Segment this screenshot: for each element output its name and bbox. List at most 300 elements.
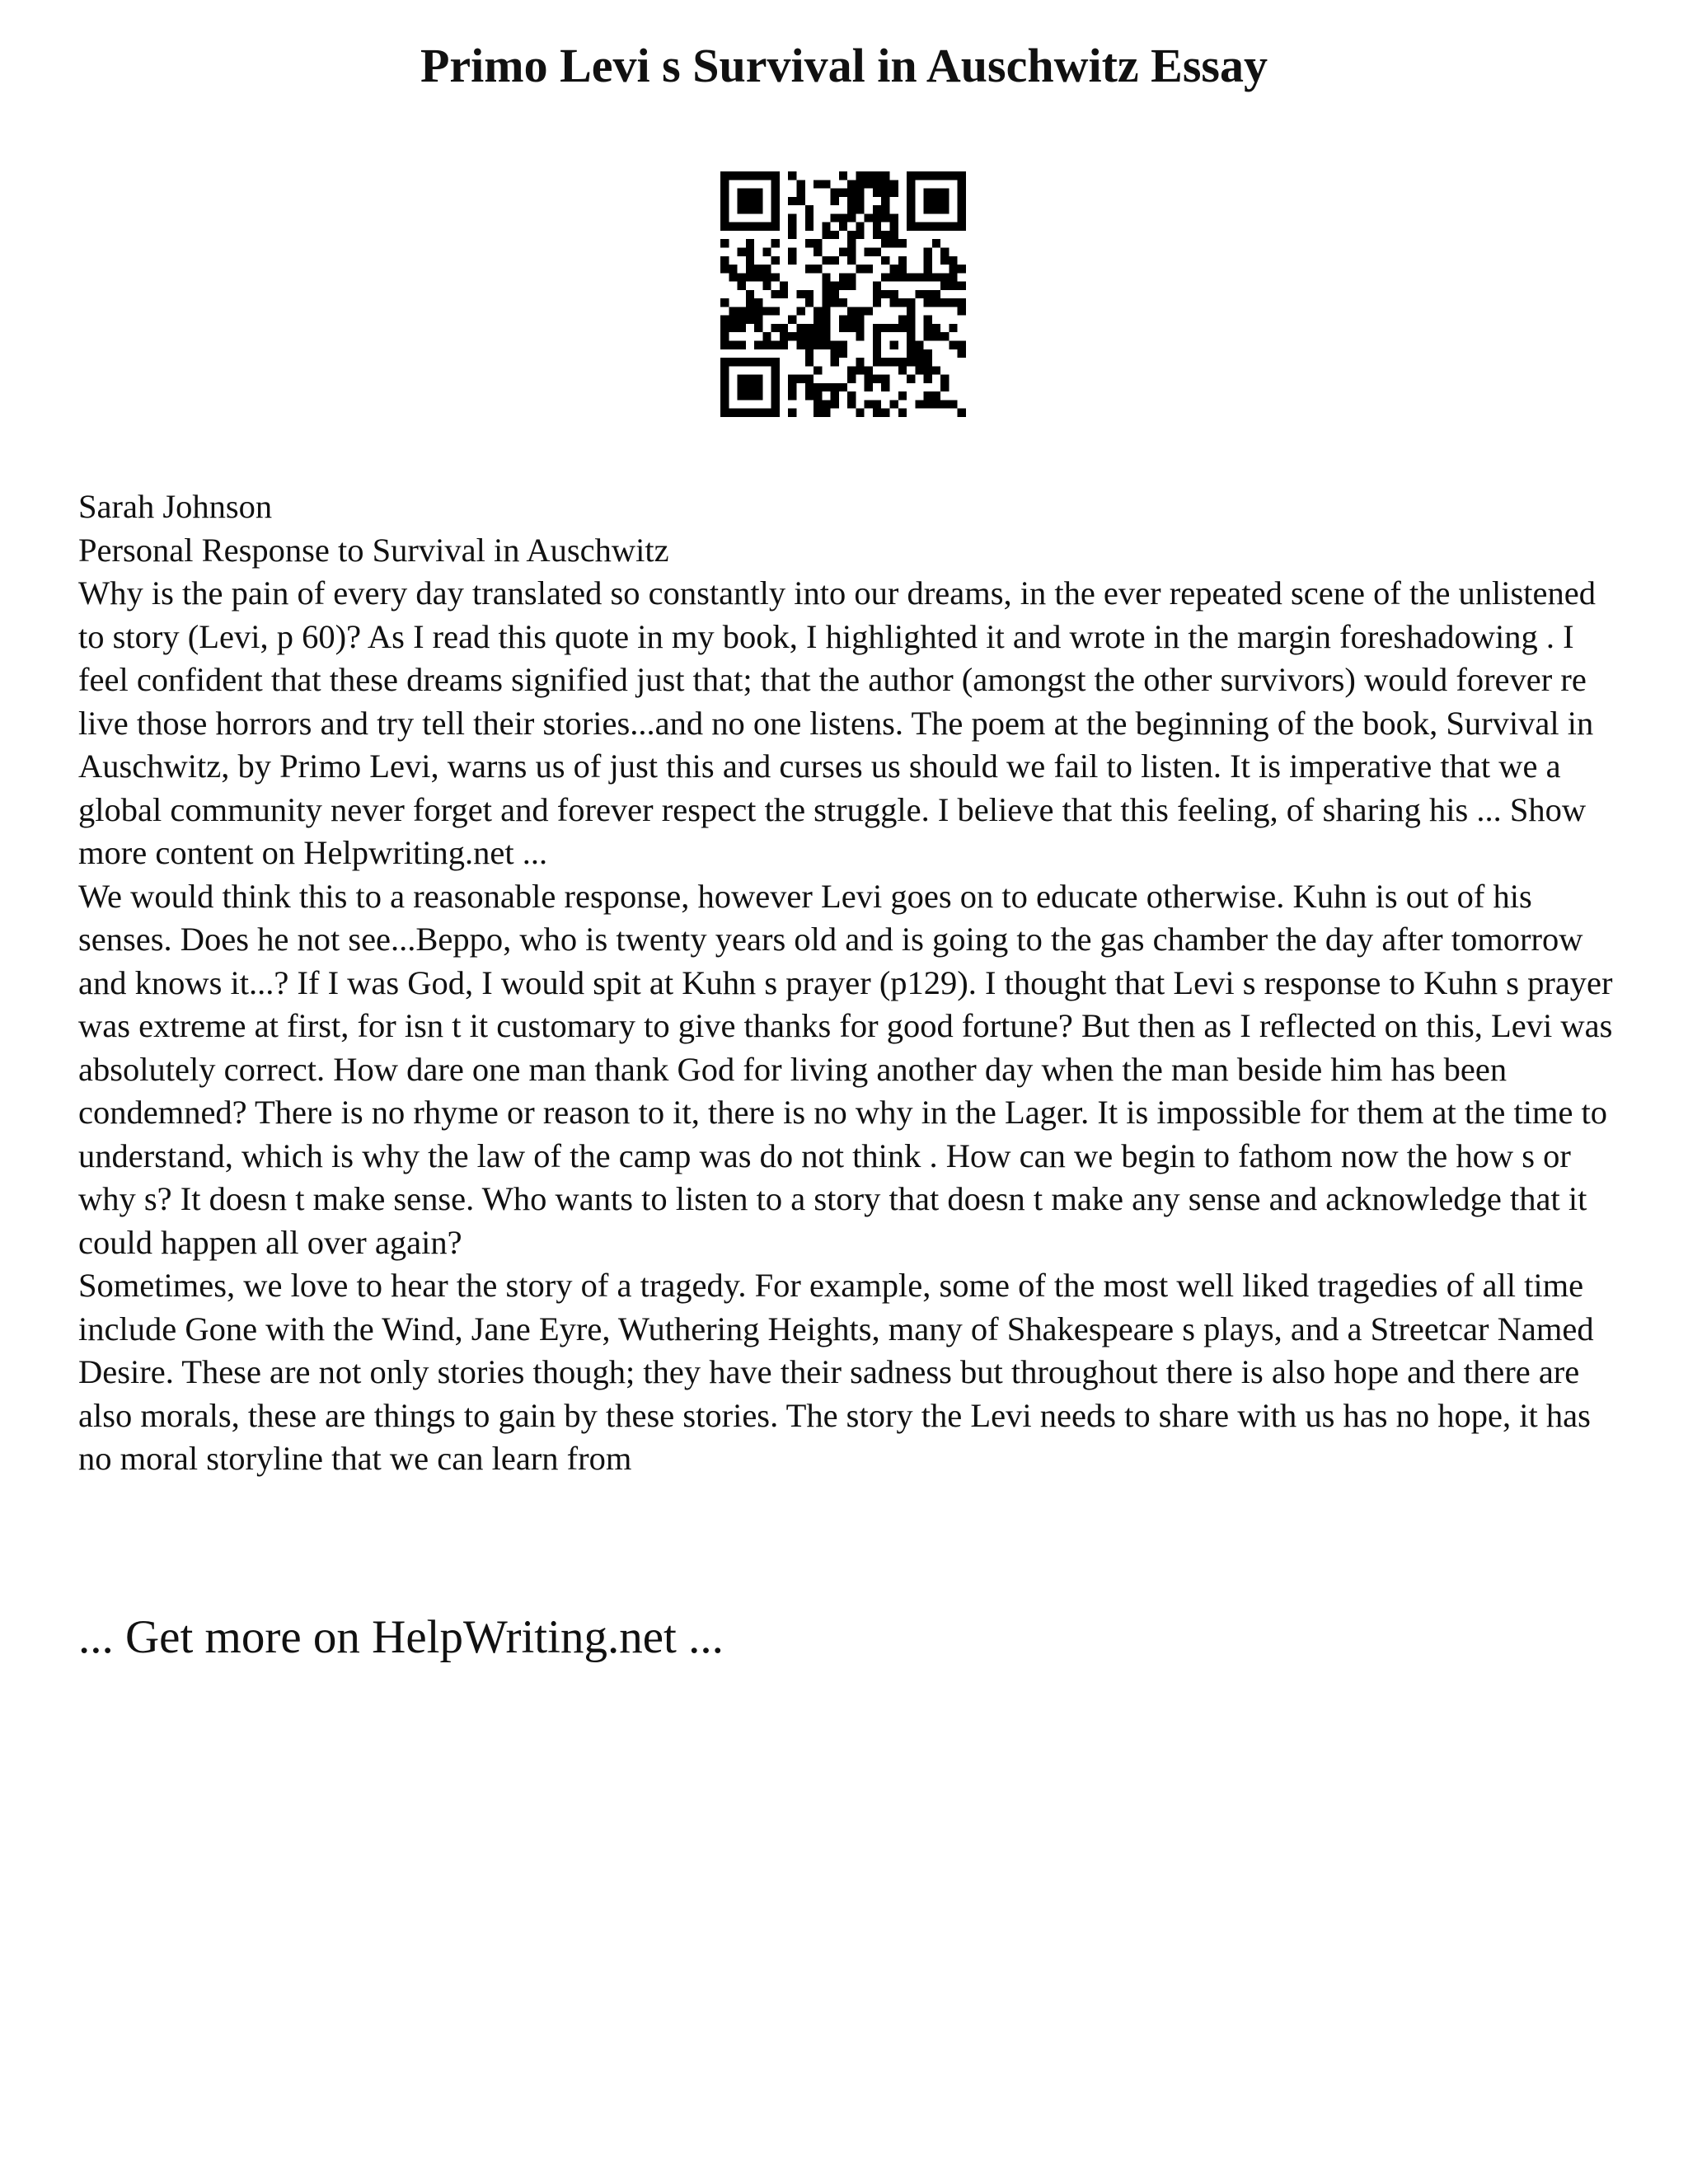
qr-module <box>822 273 830 281</box>
qr-module <box>805 239 814 247</box>
qr-module <box>814 332 822 340</box>
qr-module <box>856 197 864 205</box>
qr-module <box>881 358 889 366</box>
qr-module <box>907 324 915 332</box>
qr-module <box>865 375 873 383</box>
qr-module <box>949 341 957 349</box>
qr-module <box>814 409 822 417</box>
qr-module <box>924 349 932 358</box>
qr-module <box>932 366 940 374</box>
qr-module <box>856 180 864 188</box>
qr-module <box>754 375 762 383</box>
qr-module <box>746 290 754 298</box>
qr-module <box>932 290 940 298</box>
qr-module <box>814 341 822 349</box>
qr-module <box>754 265 762 273</box>
qr-module <box>796 180 804 188</box>
qr-module <box>907 189 915 197</box>
qr-module <box>720 409 729 417</box>
qr-module <box>856 205 864 213</box>
essay-paragraph-1: Why is the pain of every day translated so constantly into our dreams, in the ever repeated scene of the unlistened to story (Levi, p 60)? As I read this quote in my book, I highlighted it and wrote in the margin foreshadowing . I feel confident that these dreams signified just that; that the author (amongst the other survivors) would forever re live those horrors and try tell their stories...and no one listens. The poem at the beginning of the book, Survival in Auschwitz, by Primo Levi, warns us of just this and curses us should we fail to listen. It is imperative that we a global community never forget and forever respect the struggle. I believe that this feeling, of sharing his ... Show more content on Helpwriting.net ... <box>78 574 1597 871</box>
qr-module <box>898 298 907 307</box>
qr-module <box>788 409 796 417</box>
qr-module <box>831 189 839 197</box>
qr-module <box>831 197 839 205</box>
qr-module <box>915 366 923 374</box>
qr-module <box>720 205 729 213</box>
qr-module <box>720 265 729 273</box>
qr-module <box>958 197 966 205</box>
qr-module <box>898 366 907 374</box>
qr-module <box>890 239 898 247</box>
qr-module <box>898 391 907 400</box>
qr-module <box>932 400 940 408</box>
qr-module <box>788 223 796 231</box>
qr-module <box>814 391 822 400</box>
qr-module <box>924 332 932 340</box>
qr-module <box>932 189 940 197</box>
qr-module <box>814 383 822 391</box>
qr-module <box>796 307 804 315</box>
qr-module <box>865 366 873 374</box>
qr-module <box>822 223 830 231</box>
qr-module <box>873 247 881 255</box>
qr-module <box>738 409 746 417</box>
qr-module <box>831 358 839 366</box>
qr-module <box>771 197 780 205</box>
qr-module <box>762 409 771 417</box>
qr-module <box>762 307 771 315</box>
qr-module <box>881 324 889 332</box>
qr-module <box>847 239 856 247</box>
qr-module <box>881 189 889 197</box>
qr-module <box>924 247 932 255</box>
qr-module <box>940 171 949 180</box>
qr-module <box>881 409 889 417</box>
qr-module <box>873 400 881 408</box>
qr-module <box>788 231 796 239</box>
qr-module <box>958 213 966 222</box>
qr-module <box>822 332 830 340</box>
qr-module <box>924 290 932 298</box>
qr-module <box>762 247 771 255</box>
qr-module <box>822 324 830 332</box>
qr-module <box>856 307 864 315</box>
get-more-link[interactable]: ... Get more on HelpWriting.net ... <box>78 1611 724 1663</box>
qr-module <box>847 273 856 281</box>
qr-module <box>788 375 796 383</box>
qr-code-icon[interactable] <box>720 171 966 417</box>
qr-module <box>771 400 780 408</box>
qr-module <box>822 400 830 408</box>
qr-module <box>856 171 864 180</box>
qr-module <box>729 324 737 332</box>
qr-module <box>720 180 729 188</box>
qr-module <box>949 223 957 231</box>
qr-module <box>940 332 949 340</box>
qr-module <box>958 265 966 273</box>
qr-module <box>754 205 762 213</box>
qr-module <box>805 375 814 383</box>
qr-module <box>873 189 881 197</box>
qr-module <box>720 391 729 400</box>
qr-module <box>890 298 898 307</box>
qr-module <box>729 307 737 315</box>
qr-module <box>839 223 847 231</box>
qr-module <box>754 197 762 205</box>
qr-module <box>771 171 780 180</box>
qr-module <box>949 324 957 332</box>
qr-module <box>915 358 923 366</box>
qr-module <box>847 400 856 408</box>
qr-module <box>729 316 737 324</box>
qr-module <box>881 383 889 391</box>
qr-module <box>746 223 754 231</box>
qr-module <box>746 316 754 324</box>
qr-module <box>771 189 780 197</box>
qr-module <box>822 180 830 188</box>
qr-module <box>890 180 898 188</box>
qr-module <box>822 307 830 315</box>
qr-module <box>958 171 966 180</box>
qr-module <box>907 349 915 358</box>
qr-module <box>907 205 915 213</box>
qr-module <box>746 239 754 247</box>
qr-module <box>940 273 949 281</box>
qr-module <box>796 290 804 298</box>
qr-module <box>881 213 889 222</box>
qr-module <box>907 316 915 324</box>
qr-module <box>924 375 932 383</box>
qr-module <box>720 341 729 349</box>
qr-module <box>746 205 754 213</box>
qr-module <box>771 205 780 213</box>
qr-module <box>805 341 814 349</box>
qr-module <box>788 391 796 400</box>
qr-module <box>958 282 966 290</box>
qr-module <box>839 273 847 281</box>
qr-module <box>738 197 746 205</box>
qr-module <box>839 383 847 391</box>
qr-module <box>754 223 762 231</box>
qr-module <box>881 180 889 188</box>
qr-module <box>907 223 915 231</box>
qr-module <box>720 332 729 340</box>
qr-module <box>720 383 729 391</box>
qr-module <box>881 197 889 205</box>
qr-module <box>738 247 746 255</box>
qr-module <box>771 358 780 366</box>
qr-module <box>720 324 729 332</box>
qr-module <box>720 213 729 222</box>
qr-module <box>831 231 839 239</box>
qr-module <box>898 358 907 366</box>
qr-module <box>958 307 966 315</box>
qr-module <box>805 290 814 298</box>
qr-module <box>856 316 864 324</box>
qr-module <box>856 409 864 417</box>
qr-module <box>949 282 957 290</box>
qr-module <box>805 383 814 391</box>
qr-module <box>881 375 889 383</box>
qr-module <box>890 341 898 349</box>
qr-module <box>796 332 804 340</box>
qr-module <box>738 223 746 231</box>
qr-module <box>873 298 881 307</box>
qr-module <box>940 247 949 255</box>
qr-module <box>788 383 796 391</box>
qr-module <box>898 316 907 324</box>
qr-module <box>890 400 898 408</box>
qr-module <box>771 324 780 332</box>
qr-module <box>738 316 746 324</box>
qr-module <box>847 391 856 400</box>
qr-module <box>796 375 804 383</box>
qr-module <box>924 197 932 205</box>
qr-module <box>890 223 898 231</box>
qr-module <box>856 189 864 197</box>
qr-module <box>738 358 746 366</box>
qr-module <box>958 409 966 417</box>
qr-module <box>915 171 923 180</box>
qr-module <box>865 383 873 391</box>
qr-module <box>780 282 788 290</box>
qr-module <box>924 366 932 374</box>
qr-module <box>738 171 746 180</box>
qr-module <box>814 307 822 315</box>
qr-module <box>907 213 915 222</box>
qr-module <box>831 383 839 391</box>
qr-module <box>958 205 966 213</box>
qr-module <box>847 189 856 197</box>
qr-module <box>915 223 923 231</box>
qr-module <box>907 358 915 366</box>
qr-module <box>738 307 746 315</box>
qr-module <box>738 189 746 197</box>
qr-module <box>746 265 754 273</box>
qr-module <box>822 409 830 417</box>
qr-module <box>814 324 822 332</box>
qr-module <box>805 205 814 213</box>
qr-module <box>856 332 864 340</box>
qr-module <box>932 239 940 247</box>
qr-module <box>771 290 780 298</box>
qr-module <box>831 213 839 222</box>
qr-module <box>924 223 932 231</box>
qr-module <box>932 332 940 340</box>
essay-body <box>78 485 1628 1481</box>
essay-paragraph-3: Sometimes, we love to hear the story of a tragedy. For example, some of the most well liked tragedies of all time include Gone with the Wind, Jane Eyre, Wuthering Heights, many of Shakespeare s plays, and a Streetcar Named Desire. These are not only stories though; they have their sadness but throughout there is also hope and there are also morals, these are things to gain by these stories. The story the Levi needs to share with us has no hope, it has no moral storyline that we can learn from <box>78 1267 1594 1477</box>
qr-module <box>907 341 915 349</box>
qr-module <box>839 349 847 358</box>
qr-module <box>754 298 762 307</box>
qr-module <box>940 256 949 265</box>
qr-module <box>746 375 754 383</box>
qr-module <box>754 358 762 366</box>
qr-module <box>746 171 754 180</box>
qr-module <box>822 256 830 265</box>
qr-module <box>788 213 796 222</box>
qr-module <box>738 375 746 383</box>
qr-module <box>890 265 898 273</box>
qr-module <box>729 171 737 180</box>
qr-module <box>805 358 814 366</box>
qr-module <box>873 349 881 358</box>
qr-module <box>814 180 822 188</box>
qr-module <box>746 189 754 197</box>
qr-module <box>865 247 873 255</box>
qr-module <box>814 239 822 247</box>
qr-module <box>738 391 746 400</box>
qr-module <box>729 358 737 366</box>
qr-module <box>847 247 856 255</box>
qr-module <box>898 239 907 247</box>
qr-module <box>729 265 737 273</box>
qr-module <box>788 256 796 265</box>
qr-module <box>746 307 754 315</box>
qr-module <box>839 324 847 332</box>
qr-module <box>890 290 898 298</box>
qr-module <box>805 332 814 340</box>
qr-module <box>865 171 873 180</box>
qr-module <box>865 265 873 273</box>
qr-module <box>847 197 856 205</box>
qr-module <box>932 298 940 307</box>
qr-module <box>831 391 839 400</box>
qr-module <box>771 409 780 417</box>
qr-module <box>907 307 915 315</box>
qr-module <box>881 171 889 180</box>
qr-module <box>924 316 932 324</box>
qr-module <box>915 290 923 298</box>
qr-module <box>746 383 754 391</box>
qr-module <box>847 366 856 374</box>
qr-module <box>729 409 737 417</box>
qr-module <box>839 282 847 290</box>
qr-module <box>958 298 966 307</box>
qr-module <box>847 316 856 324</box>
qr-module <box>890 324 898 332</box>
qr-module <box>762 358 771 366</box>
qr-module <box>873 282 881 290</box>
qr-module <box>907 273 915 281</box>
qr-module <box>729 341 737 349</box>
qr-module <box>847 205 856 213</box>
qr-module <box>831 298 839 307</box>
qr-module <box>924 265 932 273</box>
qr-module <box>924 205 932 213</box>
qr-module <box>940 400 949 408</box>
qr-module <box>762 273 771 281</box>
qr-module <box>839 316 847 324</box>
qr-module <box>932 273 940 281</box>
qr-module <box>958 349 966 358</box>
qr-module <box>805 223 814 231</box>
qr-module <box>940 383 949 391</box>
qr-module <box>890 358 898 366</box>
qr-module <box>746 247 754 255</box>
qr-module <box>780 332 788 340</box>
qr-module <box>949 273 957 281</box>
qr-module <box>771 180 780 188</box>
qr-module <box>831 349 839 358</box>
qr-module <box>924 256 932 265</box>
qr-module <box>754 316 762 324</box>
qr-module <box>940 189 949 197</box>
qr-module <box>771 375 780 383</box>
qr-module <box>847 231 856 239</box>
qr-module <box>831 341 839 349</box>
qr-module <box>847 213 856 222</box>
qr-module <box>788 171 796 180</box>
qr-module <box>814 366 822 374</box>
qr-module <box>771 366 780 374</box>
qr-module <box>822 316 830 324</box>
qr-module <box>720 358 729 366</box>
qr-module <box>805 298 814 307</box>
qr-module <box>865 400 873 408</box>
qr-module <box>762 265 771 273</box>
qr-module <box>720 400 729 408</box>
qr-module <box>738 273 746 281</box>
qr-module <box>847 282 856 290</box>
qr-module <box>873 205 881 213</box>
qr-module <box>873 409 881 417</box>
qr-module <box>746 358 754 366</box>
qr-module <box>932 205 940 213</box>
qr-module <box>907 375 915 383</box>
qr-module <box>746 391 754 400</box>
qr-module <box>898 273 907 281</box>
qr-module <box>822 290 830 298</box>
qr-module <box>873 180 881 188</box>
qr-module <box>805 349 814 358</box>
qr-module <box>958 189 966 197</box>
qr-module <box>788 247 796 255</box>
qr-module <box>746 256 754 265</box>
qr-module <box>796 197 804 205</box>
qr-module <box>856 324 864 332</box>
qr-module <box>839 171 847 180</box>
qr-module <box>907 298 915 307</box>
qr-module <box>839 189 847 197</box>
qr-module <box>949 400 957 408</box>
qr-module <box>958 223 966 231</box>
qr-module <box>762 282 771 290</box>
qr-module <box>847 180 856 188</box>
essay-paragraph-2: We would think this to a reasonable response, however Levi goes on to educate otherwise. Kuhn is out of his senses. Does he not see...Beppo, who is twenty years old and is going to the gas chamber the day after tomorrow and knows it...? If I was God, I would spit at Kuhn s prayer (p129). I thought that Levi s response to Kuhn s prayer was extreme at first, for isn t it customary to give thanks for good fortune? But then as I reflected on this, Levi was absolutely correct. How dare one man thank God for living another day when the man beside him has been condemned? There is no rhyme or reason to it, there is no why in the Lager. It is impossible for them at the time to understand, which is why the law of the camp was do not think . How can we begin to fathom now the how s or why s? It doesn t make sense. Who wants to listen to a story that doesn t make any sense and acknowledge that it could happen all over again? <box>78 877 1613 1261</box>
qr-module <box>940 205 949 213</box>
page-title: Primo Levi s Survival in Auschwitz Essay <box>420 39 1268 92</box>
qr-module <box>831 282 839 290</box>
qr-module <box>754 341 762 349</box>
qr-module <box>958 180 966 188</box>
qr-module <box>822 341 830 349</box>
qr-module <box>771 256 780 265</box>
qr-module <box>771 213 780 222</box>
qr-module <box>720 197 729 205</box>
qr-module <box>881 273 889 281</box>
qr-module <box>873 223 881 231</box>
qr-module <box>915 273 923 281</box>
qr-module <box>873 332 881 340</box>
qr-module <box>940 375 949 383</box>
qr-module <box>865 213 873 222</box>
qr-module <box>720 256 729 265</box>
qr-module <box>796 341 804 349</box>
qr-module <box>754 383 762 391</box>
qr-module <box>873 171 881 180</box>
